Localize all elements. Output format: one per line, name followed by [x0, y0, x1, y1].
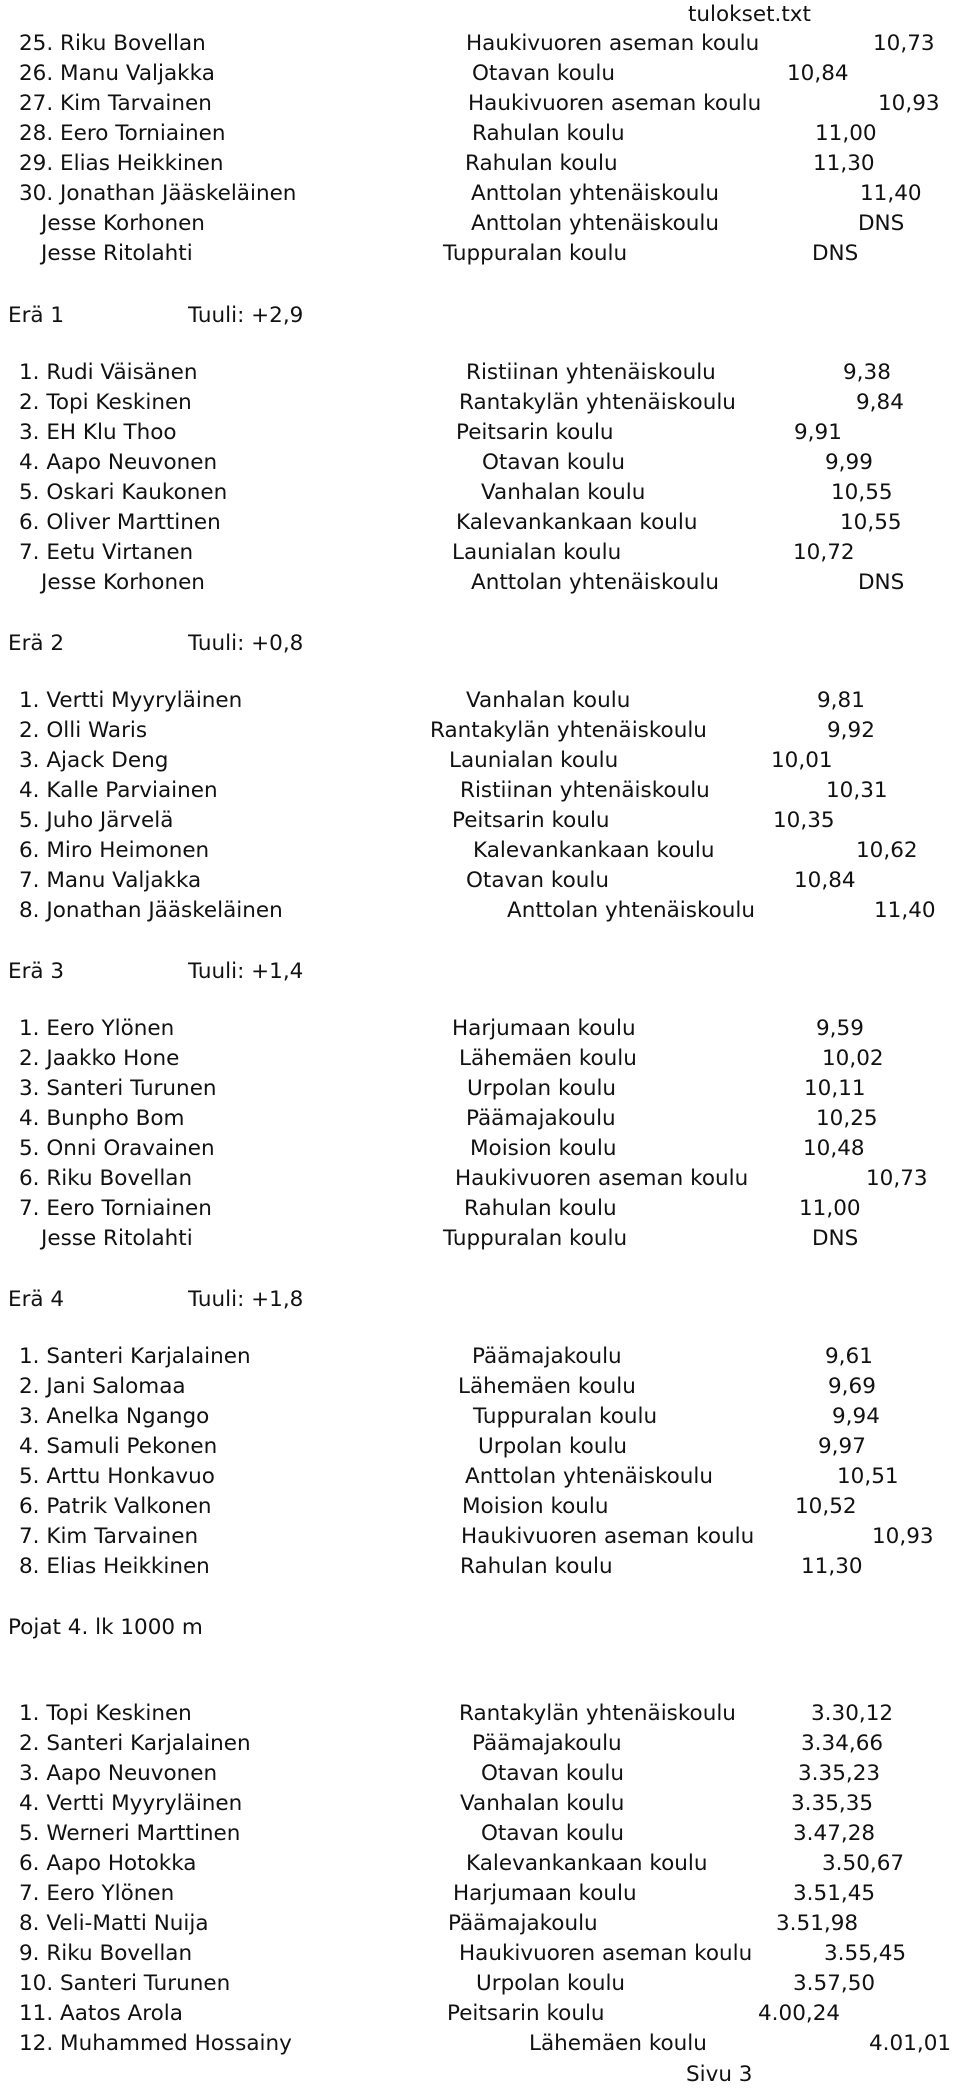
row-name: 1. Santeri Karjalainen [19, 1344, 251, 1369]
row-school: Otavan koulu [482, 450, 625, 475]
row-school: Urpolan koulu [476, 1971, 626, 1996]
row-name: 2. Topi Keskinen [19, 390, 192, 415]
row-school: Rahulan koulu [465, 151, 618, 176]
row-school: Kalevankankaan koulu [466, 1851, 708, 1876]
row-school: Päämajakoulu [472, 1344, 622, 1369]
row-name: 28. Eero Torniainen [19, 121, 226, 146]
row-school: Vanhalan koulu [460, 1791, 625, 1816]
row-name: 2. Olli Waris [19, 718, 148, 743]
row-name: Jesse Korhonen [41, 211, 205, 236]
row-name: 5. Werneri Marttinen [19, 1821, 241, 1846]
row-result: 9,59 [816, 1016, 864, 1041]
row-result: 10,93 [878, 91, 940, 116]
row-result: DNS [812, 1226, 859, 1251]
row-result: 9,69 [828, 1374, 876, 1399]
row-result: 10,62 [856, 838, 918, 863]
row-school: Kalevankankaan koulu [473, 838, 715, 863]
row-school: Lähemäen koulu [529, 2031, 707, 2056]
row-school: Päämajakoulu [466, 1106, 616, 1131]
row-name: 7. Eero Torniainen [19, 1196, 212, 1221]
row-school: Haukivuoren aseman koulu [466, 31, 760, 56]
row-result: 9,38 [843, 360, 891, 385]
row-name: 2. Jani Salomaa [19, 1374, 186, 1399]
row-school: Otavan koulu [481, 1821, 624, 1846]
row-result: 9,91 [794, 420, 842, 445]
row-school: Otavan koulu [466, 868, 609, 893]
row-school: Launialan koulu [449, 748, 619, 773]
row-school: Otavan koulu [472, 61, 615, 86]
row-result: 3.35,23 [798, 1761, 881, 1786]
row-school: Ristiinan yhtenäiskoulu [466, 360, 716, 385]
row-name: 5. Oskari Kaukonen [19, 480, 228, 505]
row-result: DNS [858, 211, 905, 236]
row-result: DNS [812, 241, 859, 266]
row-name: 7. Eetu Virtanen [19, 540, 194, 565]
row-school: Päämajakoulu [448, 1911, 598, 1936]
row-school: Rantakylän yhtenäiskoulu [459, 390, 736, 415]
row-name: 10. Santeri Turunen [19, 1971, 231, 1996]
row-result: 10,72 [793, 540, 855, 565]
row-name: 3. Ajack Deng [19, 748, 169, 773]
row-name: 6. Aapo Hotokka [19, 1851, 197, 1876]
row-result: 10,52 [795, 1494, 857, 1519]
row-school: Haukivuoren aseman koulu [468, 91, 762, 116]
row-school: Vanhalan koulu [481, 480, 646, 505]
row-name: Jesse Korhonen [41, 570, 205, 595]
row-result: 3.55,45 [824, 1941, 907, 1966]
row-result: 4.00,24 [758, 2001, 841, 2026]
row-name: 1. Topi Keskinen [19, 1701, 192, 1726]
row-result: 9,61 [825, 1344, 873, 1369]
row-result: 11,40 [860, 181, 922, 206]
row-result: 9,99 [825, 450, 873, 475]
row-school: Rahulan koulu [472, 121, 625, 146]
row-school: Otavan koulu [481, 1761, 624, 1786]
row-school: Harjumaan koulu [453, 1881, 637, 1906]
row-result: 9,84 [856, 390, 904, 415]
row-result: 3.30,12 [811, 1701, 894, 1726]
row-school: Rahulan koulu [460, 1554, 613, 1579]
row-name: 3. EH Klu Thoo [19, 420, 177, 445]
row-name: 8. Jonathan Jääskeläinen [19, 898, 283, 923]
row-result: 3.35,35 [791, 1791, 874, 1816]
heat-wind: Tuuli: +0,8 [188, 631, 304, 656]
row-result: 3.57,50 [793, 1971, 876, 1996]
row-result: 10,84 [794, 868, 856, 893]
row-school: Urpolan koulu [467, 1076, 617, 1101]
row-name: 3. Aapo Neuvonen [19, 1761, 218, 1786]
heat-label: Erä 1 [8, 303, 65, 328]
row-school: Anttolan yhtenäiskoulu [507, 898, 756, 923]
row-school: Peitsarin koulu [456, 420, 614, 445]
row-name: 6. Miro Heimonen [19, 838, 210, 863]
row-name: 7. Kim Tarvainen [19, 1524, 199, 1549]
row-result: 3.47,28 [793, 1821, 876, 1846]
row-result: 3.51,98 [776, 1911, 859, 1936]
row-name: 6. Patrik Valkonen [19, 1494, 212, 1519]
row-school: Anttolan yhtenäiskoulu [465, 1464, 714, 1489]
row-school: Vanhalan koulu [466, 688, 631, 713]
row-name: 4. Kalle Parviainen [19, 778, 218, 803]
row-school: Kalevankankaan koulu [456, 510, 698, 535]
row-result: 9,94 [832, 1404, 880, 1429]
row-result: 3.34,66 [801, 1731, 884, 1756]
row-school: Rahulan koulu [464, 1196, 617, 1221]
row-result: 10,35 [773, 808, 835, 833]
row-school: Haukivuoren aseman koulu [459, 1941, 753, 1966]
row-result: 10,25 [816, 1106, 878, 1131]
row-name: 5. Onni Oravainen [19, 1136, 215, 1161]
heat-label: Erä 2 [8, 631, 65, 656]
row-school: Haukivuoren aseman koulu [455, 1166, 749, 1191]
row-name: 11. Aatos Arola [19, 2001, 183, 2026]
row-name: 9. Riku Bovellan [19, 1941, 193, 1966]
row-school: Harjumaan koulu [452, 1016, 636, 1041]
row-school: Rantakylän yhtenäiskoulu [430, 718, 707, 743]
row-school: Anttolan yhtenäiskoulu [471, 570, 720, 595]
row-result: 9,92 [827, 718, 875, 743]
row-name: 12. Muhammed Hossainy [19, 2031, 292, 2056]
row-school: Tuppuralan koulu [473, 1404, 658, 1429]
row-result: 11,00 [815, 121, 877, 146]
row-name: 6. Oliver Marttinen [19, 510, 221, 535]
row-school: Haukivuoren aseman koulu [461, 1524, 755, 1549]
row-name: 25. Riku Bovellan [19, 31, 206, 56]
section-title: Pojat 4. lk 1000 m [8, 1615, 203, 1640]
row-result: DNS [858, 570, 905, 595]
row-name: 3. Santeri Turunen [19, 1076, 217, 1101]
row-result: 3.50,67 [822, 1851, 905, 1876]
row-result: 10,55 [840, 510, 902, 535]
row-name: 4. Bunpho Bom [19, 1106, 185, 1131]
row-result: 10,73 [866, 1166, 928, 1191]
heat-wind: Tuuli: +1,4 [188, 959, 304, 984]
row-result: 10,93 [872, 1524, 934, 1549]
row-name: Jesse Ritolahti [41, 1226, 193, 1251]
row-name: Jesse Ritolahti [41, 241, 193, 266]
row-result: 10,51 [837, 1464, 899, 1489]
row-school: Moision koulu [462, 1494, 609, 1519]
page-number: Sivu 3 [686, 2062, 753, 2087]
row-name: 8. Veli-Matti Nuija [19, 1911, 209, 1936]
row-name: 27. Kim Tarvainen [19, 91, 212, 116]
heat-wind: Tuuli: +1,8 [188, 1287, 304, 1312]
row-result: 10,84 [787, 61, 849, 86]
row-result: 3.51,45 [793, 1881, 876, 1906]
row-school: Tuppuralan koulu [443, 241, 628, 266]
row-name: 4. Aapo Neuvonen [19, 450, 218, 475]
row-name: 29. Elias Heikkinen [19, 151, 224, 176]
row-school: Peitsarin koulu [447, 2001, 605, 2026]
row-result: 4.01,01 [869, 2031, 952, 2056]
row-school: Tuppuralan koulu [443, 1226, 628, 1251]
row-school: Anttolan yhtenäiskoulu [471, 211, 720, 236]
row-name: 7. Eero Ylönen [19, 1881, 175, 1906]
row-name: 5. Arttu Honkavuo [19, 1464, 215, 1489]
row-name: 30. Jonathan Jääskeläinen [19, 181, 297, 206]
row-result: 11,40 [874, 898, 936, 923]
row-school: Launialan koulu [452, 540, 622, 565]
row-school: Ristiinan yhtenäiskoulu [460, 778, 710, 803]
row-name: 1. Vertti Myyryläinen [19, 688, 243, 713]
row-school: Moision koulu [470, 1136, 617, 1161]
row-name: 5. Juho Järvelä [19, 808, 174, 833]
row-name: 1. Rudi Väisänen [19, 360, 198, 385]
row-result: 9,97 [818, 1434, 866, 1459]
row-result: 10,55 [831, 480, 893, 505]
heat-label: Erä 4 [8, 1287, 65, 1312]
row-name: 7. Manu Valjakka [19, 868, 202, 893]
row-result: 10,02 [822, 1046, 884, 1071]
row-result: 10,31 [826, 778, 888, 803]
row-name: 2. Jaakko Hone [19, 1046, 180, 1071]
row-result: 10,01 [771, 748, 833, 773]
row-school: Anttolan yhtenäiskoulu [471, 181, 720, 206]
row-result: 11,30 [813, 151, 875, 176]
row-name: 6. Riku Bovellan [19, 1166, 193, 1191]
row-name: 26. Manu Valjakka [19, 61, 215, 86]
row-school: Peitsarin koulu [452, 808, 610, 833]
row-name: 4. Vertti Myyryläinen [19, 1791, 243, 1816]
row-school: Päämajakoulu [472, 1731, 622, 1756]
row-name: 4. Samuli Pekonen [19, 1434, 218, 1459]
row-name: 2. Santeri Karjalainen [19, 1731, 251, 1756]
heat-label: Erä 3 [8, 959, 65, 984]
row-name: 1. Eero Ylönen [19, 1016, 175, 1041]
row-result: 11,00 [799, 1196, 861, 1221]
heat-wind: Tuuli: +2,9 [188, 303, 304, 328]
row-result: 10,48 [803, 1136, 865, 1161]
row-result: 11,30 [801, 1554, 863, 1579]
row-school: Lähemäen koulu [459, 1046, 637, 1071]
row-result: 10,73 [873, 31, 935, 56]
row-result: 9,81 [817, 688, 865, 713]
row-name: 8. Elias Heikkinen [19, 1554, 210, 1579]
row-school: Urpolan koulu [478, 1434, 628, 1459]
row-name: 3. Anelka Ngango [19, 1404, 210, 1429]
row-result: 10,11 [804, 1076, 866, 1101]
row-school: Lähemäen koulu [458, 1374, 636, 1399]
file-name: tulokset.txt [688, 2, 811, 27]
row-school: Rantakylän yhtenäiskoulu [459, 1701, 736, 1726]
